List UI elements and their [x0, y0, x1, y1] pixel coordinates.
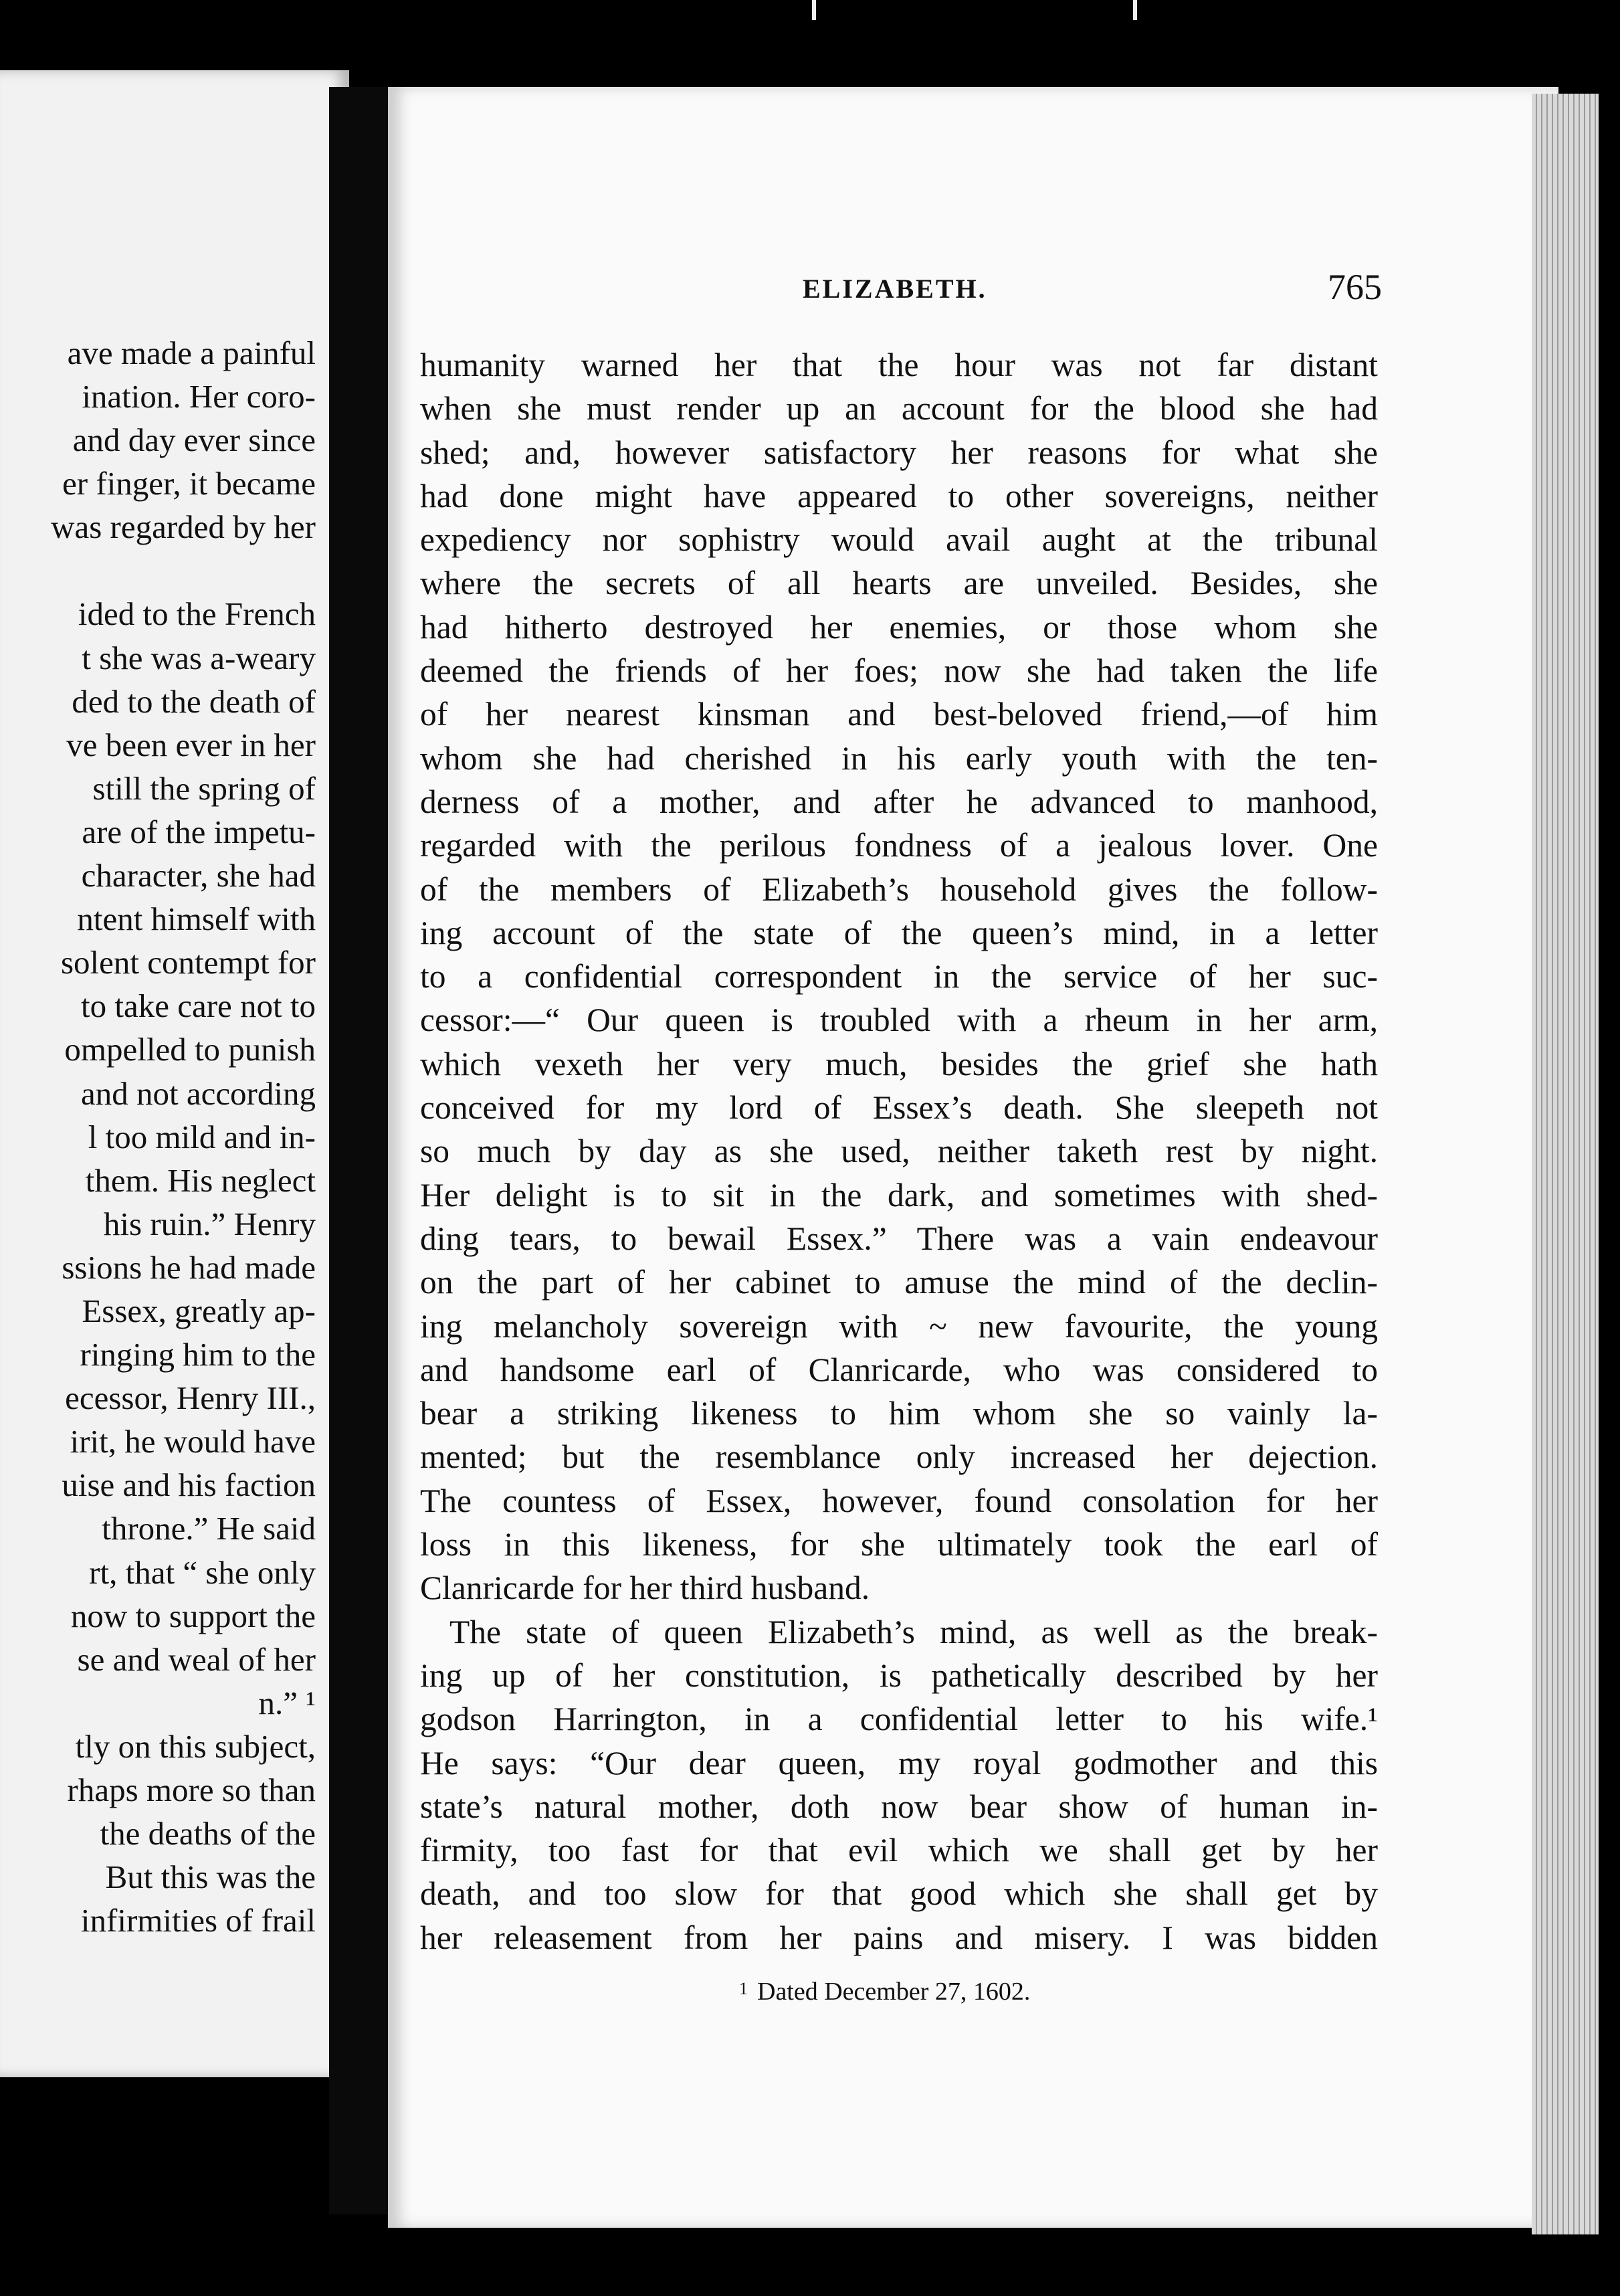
text-line: whom she had cherished in his early youth with the ten- — [420, 739, 1378, 777]
text-line: ing account of the state of the queen’s mind, in a letter — [420, 914, 1378, 951]
text-line: regarded with the perilous fondness of a jealous lover. One — [420, 827, 1378, 864]
text-line: so much by day as she used, neither taketh rest by night. — [420, 1133, 1378, 1170]
text-line: ding tears, to bewail Essex.” There was a vain endeavour — [420, 1220, 1378, 1257]
text-line: ing melancholy sovereign with ~ new favourite, the young — [420, 1307, 1378, 1345]
facing-page-line: uise and his faction — [62, 1466, 316, 1504]
facing-page-line: and day ever since — [72, 421, 316, 459]
facing-page-line: his ruin.” Henry — [103, 1205, 316, 1242]
facing-page-line: er finger, it became — [62, 465, 316, 502]
scan-edge-marks — [812, 0, 1146, 27]
body-text — [420, 343, 1378, 1959]
text-line: of the members of Elizabeth’s household gives the follow- — [420, 870, 1378, 908]
facing-page-line: ave made a painful — [67, 334, 316, 371]
footnote-text: Dated December 27, 1602. — [757, 1978, 1031, 2006]
text-line: godson Harrington, in a confidential letter to his wife.¹ — [420, 1701, 1378, 1738]
facing-page-line: n.” ¹ — [258, 1684, 316, 1721]
book-gutter — [329, 87, 393, 2214]
text-line: state’s natural mother, doth now bear show of human in- — [420, 1788, 1378, 1825]
facing-page-line: Essex, greatly ap- — [82, 1292, 316, 1329]
text-line: conceived for my lord of Essex’s death. She sleepeth not — [420, 1089, 1378, 1127]
text-line: and handsome earl of Clanricarde, who was considered to — [420, 1351, 1378, 1388]
facing-page-line: solent contempt for — [60, 944, 316, 981]
text-line: had hitherto destroyed her enemies, or those whom she — [420, 608, 1378, 646]
facing-page-line: them. His neglect — [85, 1161, 316, 1199]
facing-page-left — [0, 70, 349, 2077]
running-head: ELIZABETH. — [803, 274, 987, 304]
text-line: loss in this likeness, for she ultimately took the earl of — [420, 1526, 1378, 1563]
text-line: bear a striking likeness to him whom she so vainly la- — [420, 1395, 1378, 1432]
text-line: mented; but the resemblance only increased her dejection. — [420, 1438, 1378, 1476]
text-line: of her nearest kinsman and best-beloved friend,—of him — [420, 696, 1378, 733]
text-line: where the secrets of all hearts are unveiled. Besides, she — [420, 565, 1378, 602]
facing-page-line: and not according — [80, 1074, 316, 1112]
text-line: death, and too slow for that good which she shall get by — [420, 1875, 1378, 1913]
text-line: He says: “Our dear queen, my royal godmother and this — [420, 1744, 1378, 1782]
text-line: The state of queen Elizabeth’s mind, as well as the break- — [449, 1613, 1378, 1650]
text-line: her releasement from her pains and misery. I was bidden — [420, 1919, 1378, 1956]
facing-page-line: ompelled to punish — [64, 1031, 316, 1068]
text-line: shed; and, however satisfactory her reasons for what she — [420, 434, 1378, 471]
text-line: humanity warned her that the hour was not far distant — [420, 347, 1378, 383]
footnote-marker: 1 — [739, 1979, 748, 1998]
text-line: expediency nor sophistry would avail aught at the tribunal — [420, 521, 1378, 559]
text-line: to a confidential correspondent in the service of her suc- — [420, 958, 1378, 995]
facing-page-line: to take care not to — [80, 987, 316, 1025]
text-line: deemed the friends of her foes; now she had taken the life — [420, 652, 1378, 690]
text-line: firmity, too fast for that evil which we shall get by her — [420, 1832, 1378, 1869]
facing-page-line: se and weal of her — [77, 1640, 316, 1678]
facing-page-line: tly on this subject, — [75, 1727, 316, 1765]
facing-page-line: rt, that “ she only — [89, 1553, 316, 1591]
facing-page-line: irit, he would have — [70, 1423, 316, 1460]
facing-page-line: ecessor, Henry III., — [65, 1379, 316, 1417]
facing-page-line: are of the impetu- — [82, 813, 316, 850]
facing-page-line: ination. Her coro- — [82, 378, 316, 415]
facing-page-line: still the spring of — [92, 769, 316, 807]
facing-page-line: rhaps more so than — [67, 1772, 316, 1808]
footnote — [739, 1977, 1030, 2006]
facing-page-line: ve been ever in her — [66, 726, 316, 763]
facing-page-line: the deaths of the — [100, 1815, 316, 1852]
facing-page-line: ntent himself with — [77, 900, 316, 938]
facing-page-line: throne.” He said — [102, 1510, 316, 1547]
page-number: 765 — [1328, 267, 1382, 307]
text-line: Her delight is to sit in the dark, and sometimes with shed- — [420, 1176, 1378, 1214]
facing-page-line: infirmities of frail — [80, 1902, 316, 1939]
facing-page-text — [0, 331, 316, 1942]
text-line: on the part of her cabinet to amuse the mind of the declin- — [420, 1264, 1378, 1301]
facing-page-line: now to support the — [70, 1597, 316, 1634]
facing-page-line: ded to the death of — [72, 682, 316, 720]
facing-page-line: ided to the French — [78, 595, 316, 633]
facing-page-line: ssions he had made — [62, 1248, 316, 1286]
text-line: derness of a mother, and after he advanced to manhood, — [420, 783, 1378, 820]
text-line: ing up of her constitution, is pathetically described by her — [420, 1656, 1378, 1694]
text-line: Clanricarde for her third husband. — [420, 1569, 870, 1607]
text-line: when she must render up an account for the blood she had — [420, 390, 1378, 427]
page-edges — [1532, 94, 1599, 2234]
text-line: had done might have appeared to other sovereigns, neither — [420, 477, 1378, 514]
facing-page-line: t she was a-weary — [82, 639, 316, 676]
text-line: which vexeth her very much, besides the grief she hath — [420, 1045, 1378, 1082]
text-line: The countess of Essex, however, found consolation for her — [420, 1482, 1378, 1519]
facing-page-line: was regarded by her — [51, 508, 316, 546]
facing-page-line: But this was the — [105, 1858, 316, 1896]
facing-page-line: character, she had — [81, 857, 316, 894]
facing-page-line: l too mild and in- — [88, 1118, 316, 1155]
facing-page-line: ringing him to the — [80, 1336, 316, 1373]
text-line: cessor:—“ Our queen is troubled with a rheum in her arm, — [420, 1001, 1378, 1039]
facing-page-line — [0, 549, 316, 592]
